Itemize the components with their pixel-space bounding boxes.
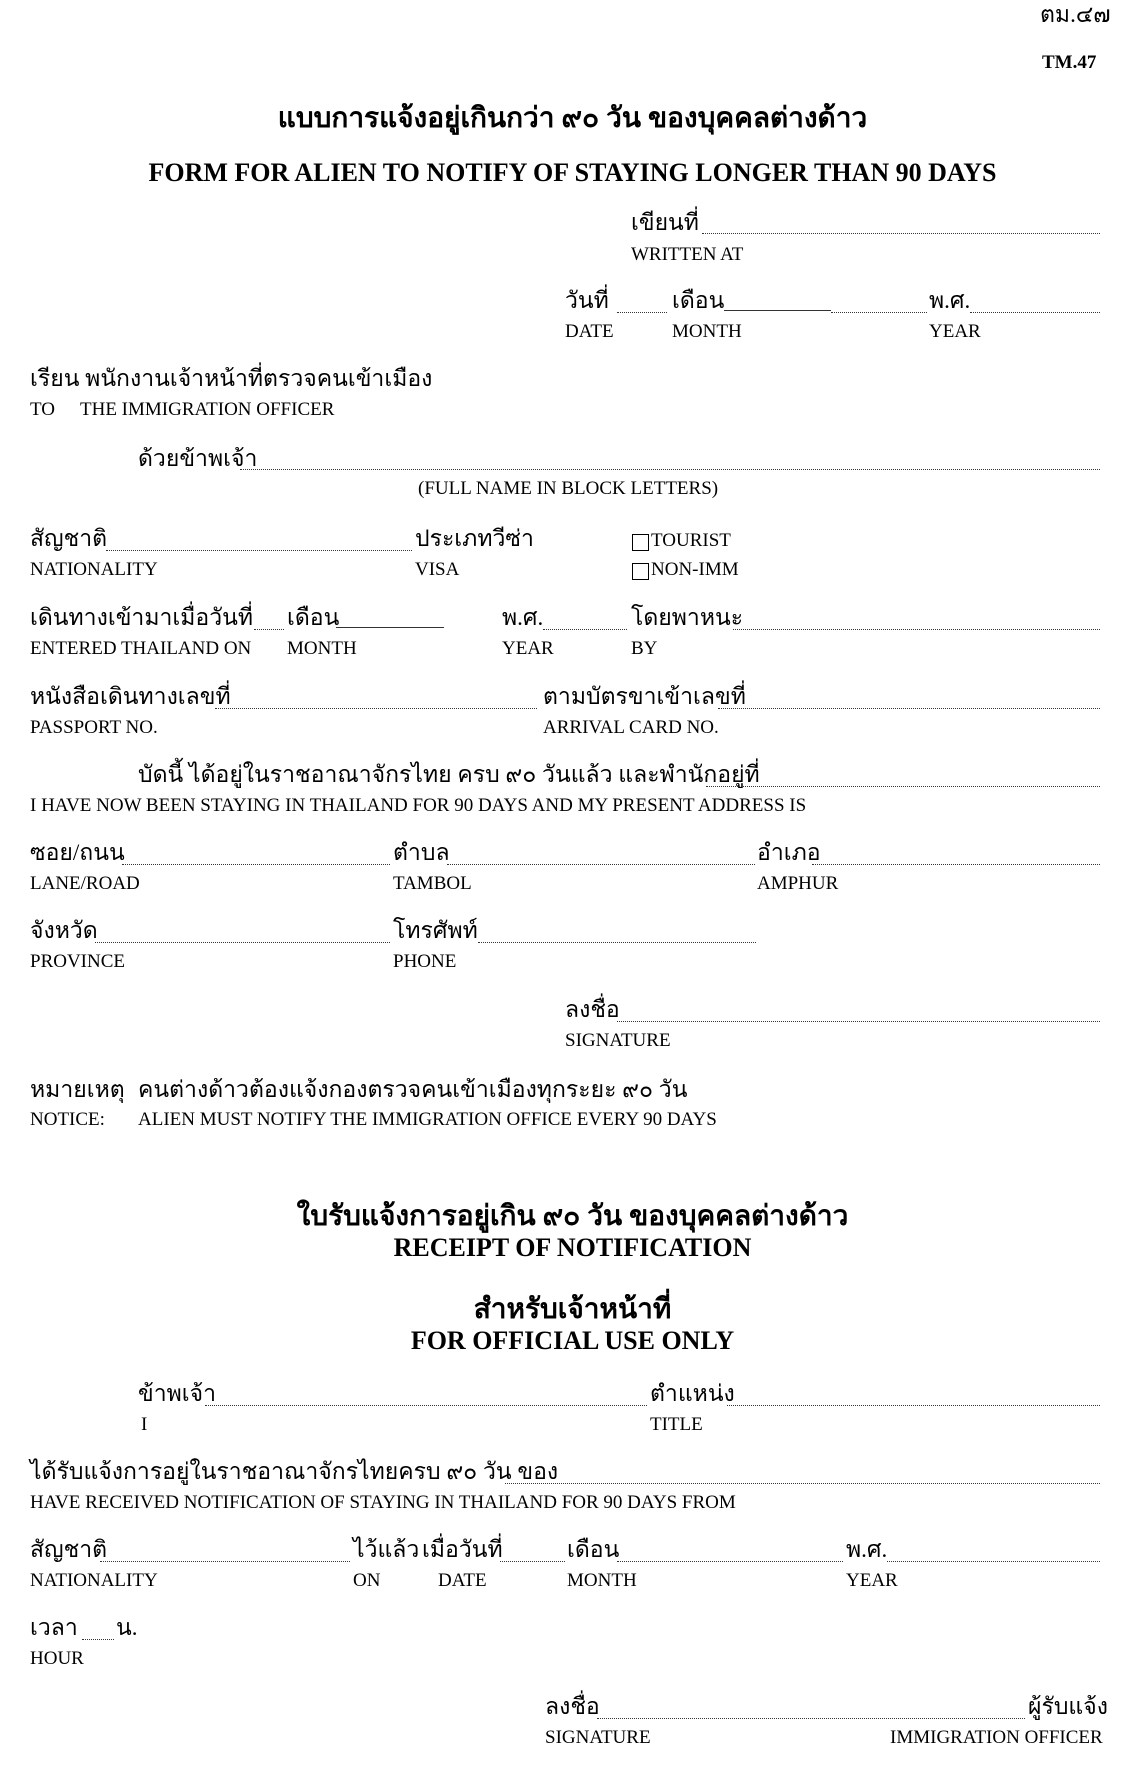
date-day-label-en: DATE	[565, 321, 614, 342]
amphur-label-en: AMPHUR	[757, 873, 839, 894]
receipt-month-field[interactable]	[617, 1561, 843, 1562]
tambol-label-en: TAMBOL	[393, 873, 472, 894]
entered-by-label-th: โดยพาหนะ	[631, 605, 744, 630]
entered-month-label-en: MONTH	[287, 638, 357, 659]
visa-nonimm-label: NON-IMM	[651, 559, 739, 580]
date-day-field[interactable]	[617, 312, 667, 313]
tambol-field[interactable]	[447, 864, 755, 865]
received-label-th: ได้รับแจ้งการอยู่ในราชอาณาจักรไทยครบ ๙๐ วัน ของ	[30, 1459, 559, 1484]
receipt-date-field[interactable]	[500, 1561, 565, 1562]
visa-nonimm-checkbox[interactable]	[632, 563, 649, 580]
arrival-card-label-th: ตามบัตรขาเข้าเลขที่	[543, 684, 746, 709]
written-at-field[interactable]	[702, 233, 1100, 234]
fullname-hint-en: (FULL NAME IN BLOCK LETTERS)	[418, 478, 719, 499]
passport-field[interactable]	[215, 708, 537, 709]
officer-signature-field[interactable]	[597, 1718, 1025, 1719]
hour-suffix-th: น.	[116, 1615, 138, 1640]
province-label-en: PROVINCE	[30, 951, 126, 972]
notice-label-en: NOTICE:	[30, 1109, 105, 1130]
receipt-nationality-label-en: NATIONALITY	[30, 1570, 158, 1591]
entered-year-label-en: YEAR	[502, 638, 554, 659]
nationality-label-en: NATIONALITY	[30, 559, 158, 580]
nationality-field[interactable]	[106, 550, 412, 551]
date-year-label-th: พ.ศ.	[929, 288, 971, 313]
notice-text-en: ALIEN MUST NOTIFY THE IMMIGRATION OFFICE EVERY 90 DAYS	[138, 1109, 717, 1130]
receipt-on-label-en: ON	[353, 1570, 381, 1591]
date-month-label-en: MONTH	[672, 321, 742, 342]
officer-title-label-en: IMMIGRATION OFFICER	[890, 1727, 1103, 1748]
visa-label-en: VISA	[415, 559, 460, 580]
receipt-i-label-th: ข้าพเจ้า	[138, 1381, 217, 1406]
hour-field[interactable]	[82, 1639, 114, 1640]
receipt-month-label-en: MONTH	[567, 1570, 637, 1591]
to-label-en: TO	[30, 399, 55, 420]
officer-receiver-label-th: ผู้รับแจ้ง	[1028, 1694, 1108, 1719]
arrival-card-label-en: ARRIVAL CARD NO.	[543, 717, 719, 738]
receipt-title-field[interactable]	[727, 1405, 1100, 1406]
visa-label-th: ประเภทวีซ่า	[415, 526, 534, 551]
tambol-label-th: ตำบล	[393, 840, 450, 865]
amphur-label-th: อำเภอ	[757, 840, 821, 865]
fullname-label-th: ด้วยข้าพเจ้า	[138, 446, 258, 471]
notice-label-th: หมายเหตุ	[30, 1077, 125, 1102]
form-title-th: แบบการแจ้งอยู่เกินกว่า ๙๐ วัน ของบุคคลต่างด้าว	[277, 103, 868, 134]
visa-tourist-label: TOURIST	[651, 530, 731, 551]
receipt-date-label-th: เมื่อวันที่	[422, 1537, 503, 1562]
stay-statement-th: บัดนี้ ได้อยู่ในราชอาณาจักรไทย ครบ ๙๐ วันแล้ว และพำนักอยู่ที่	[138, 762, 760, 787]
written-at-label-en: WRITTEN AT	[631, 244, 744, 265]
date-year-label-en: YEAR	[929, 321, 981, 342]
passport-label-en: PASSPORT NO.	[30, 717, 158, 738]
date-month-field[interactable]	[724, 310, 831, 311]
entered-month-field[interactable]	[336, 627, 444, 628]
entered-year-field[interactable]	[543, 629, 627, 630]
visa-tourist-checkbox[interactable]	[632, 534, 649, 551]
date-month-field-extra[interactable]	[831, 312, 927, 313]
received-label-en: HAVE RECEIVED NOTIFICATION OF STAYING IN THAILAND FOR 90 DAYS FROM	[30, 1492, 736, 1513]
stay-statement-en: I HAVE NOW BEEN STAYING IN THAILAND FOR 90 DAYS AND MY PRESENT ADDRESS IS	[30, 795, 807, 816]
receipt-title-th: ใบรับแจ้งการอยู่เกิน ๙๐ วัน ของบุคคลต่างด้าว	[296, 1201, 849, 1232]
signature-label-en: SIGNATURE	[565, 1030, 671, 1051]
written-at-label-th: เขียนที่	[631, 210, 699, 235]
hour-label-en: HOUR	[30, 1648, 84, 1669]
form-title-en: FORM FOR ALIEN TO NOTIFY OF STAYING LONGER THAN 90 DAYS	[148, 158, 997, 187]
province-field[interactable]	[95, 942, 390, 943]
receipt-i-label-en: I	[141, 1414, 148, 1435]
lane-label-en: LANE/ROAD	[30, 873, 140, 894]
receipt-date-label-en: DATE	[438, 1570, 487, 1591]
receipt-nationality-label-th: สัญชาติ	[30, 1537, 108, 1562]
receipt-i-field[interactable]	[205, 1405, 647, 1406]
phone-field[interactable]	[478, 942, 756, 943]
receipt-year-label-en: YEAR	[846, 1570, 898, 1591]
date-month-label-th: เดือน	[672, 288, 725, 313]
entered-date-label-th: เดินทางเข้ามาเมื่อวันที่	[30, 605, 254, 630]
phone-label-en: PHONE	[393, 951, 457, 972]
phone-label-th: โทรศัพท์	[393, 918, 478, 943]
received-from-field[interactable]	[505, 1483, 1100, 1484]
entered-date-field[interactable]	[254, 629, 284, 630]
receipt-title-field-label-th: ตำแหน่ง	[650, 1381, 735, 1406]
officer-sign-label-th: ลงชื่อ	[545, 1694, 600, 1719]
receipt-on-label-th: ไว้แล้ว	[353, 1537, 420, 1562]
signature-field[interactable]	[617, 1021, 1100, 1022]
to-officer-en: THE IMMIGRATION OFFICER	[80, 399, 335, 420]
amphur-field[interactable]	[812, 864, 1100, 865]
lane-label-th: ซอย/ถนน	[30, 840, 125, 865]
entered-by-label-en: BY	[631, 638, 658, 659]
province-label-th: จังหวัด	[30, 918, 98, 943]
present-address-field[interactable]	[706, 786, 1100, 787]
to-officer-th: เรียน พนักงานเจ้าหน้าที่ตรวจคนเข้าเมือง	[30, 366, 433, 391]
receipt-year-label-th: พ.ศ.	[846, 1537, 888, 1562]
receipt-nationality-field[interactable]	[100, 1561, 350, 1562]
receipt-month-label-th: เดือน	[567, 1537, 620, 1562]
form-code-en: TM.47	[1042, 52, 1097, 73]
arrival-card-field[interactable]	[718, 708, 1100, 709]
official-use-th: สำหรับเจ้าหน้าที่	[473, 1294, 672, 1325]
receipt-title-en: RECEIPT OF NOTIFICATION	[393, 1233, 752, 1262]
notice-text-th: คนต่างด้าวต้องแจ้งกองตรวจคนเข้าเมืองทุกระยะ ๙๐ วัน	[138, 1077, 688, 1102]
entered-date-label-en: ENTERED THAILAND ON	[30, 638, 252, 659]
date-day-label-th: วันที่	[565, 288, 609, 313]
receipt-year-field[interactable]	[887, 1561, 1100, 1562]
entered-year-label-th: พ.ศ.	[502, 605, 544, 630]
lane-field[interactable]	[122, 864, 390, 865]
form-code-th: ตม.๔๗	[1040, 2, 1111, 27]
passport-label-th: หนังสือเดินทางเลขที่	[30, 684, 231, 709]
officer-sign-label-en: SIGNATURE	[545, 1727, 651, 1748]
official-use-en: FOR OFFICIAL USE ONLY	[410, 1326, 735, 1355]
nationality-label-th: สัญชาติ	[30, 526, 108, 551]
signature-label-th: ลงชื่อ	[565, 997, 620, 1022]
date-year-field[interactable]	[970, 312, 1100, 313]
hour-label-th: เวลา	[30, 1615, 78, 1640]
fullname-field[interactable]	[240, 469, 1100, 470]
entered-by-field[interactable]	[733, 629, 1100, 630]
entered-month-label-th: เดือน	[287, 605, 340, 630]
receipt-title-field-label-en: TITLE	[650, 1414, 703, 1435]
